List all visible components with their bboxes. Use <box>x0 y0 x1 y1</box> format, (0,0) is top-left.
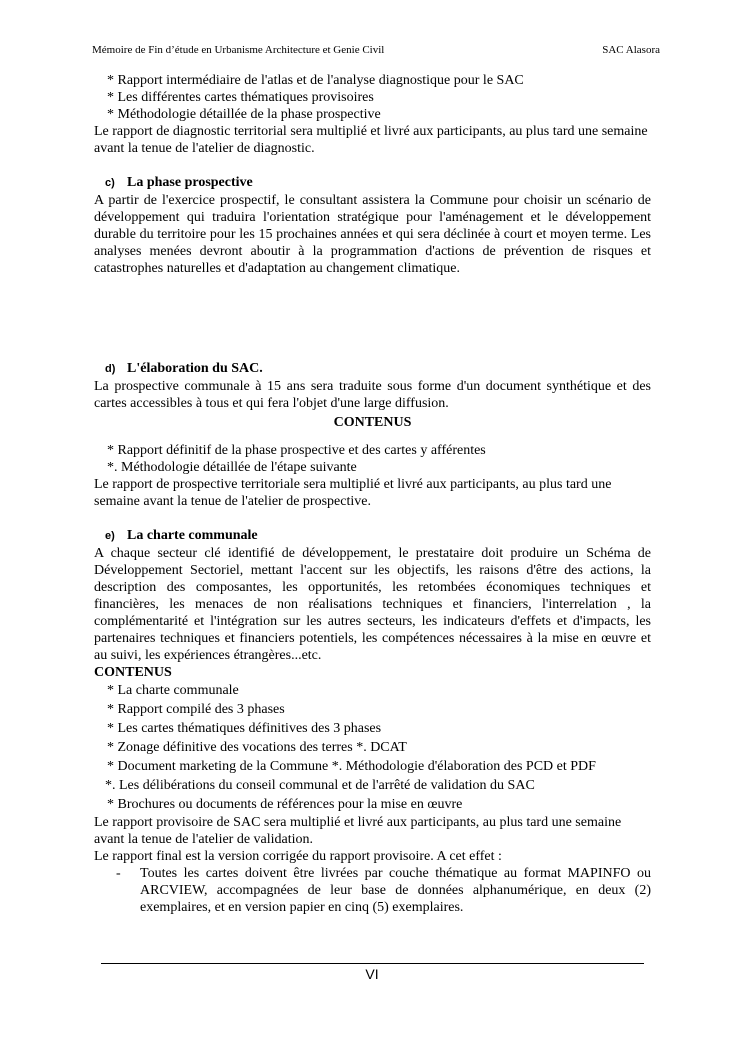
list-item: * Les cartes thématiques définitives des 3 phases <box>107 721 382 736</box>
section-title: La phase prospective <box>127 175 253 190</box>
list-item: * La charte communale <box>107 683 239 698</box>
list-item: * Rapport définitif de la phase prospective et des cartes y afférentes <box>107 443 486 458</box>
list-item: * Brochures ou documents de références pour la mise en œuvre <box>107 797 463 812</box>
contenus-heading: CONTENUS <box>94 665 172 680</box>
document-body <box>94 72 651 916</box>
dash-marker: - <box>116 866 121 881</box>
paragraph: La prospective communale à 15 ans sera traduite sous forme d'un document synthétique et des cartes accessibles à tous et qui fera l'objet d'une large diffusion. <box>94 379 651 411</box>
paragraph: Le rapport de prospective territoriale sera multiplié et livré aux participants, au plus tard une semaine avant la tenue de l'atelier de prospective. <box>94 477 612 509</box>
list-item: * Document marketing de la Commune *. Méthodologie d'élaboration des PCD et PDF <box>107 759 596 774</box>
header-right: SAC Alasora <box>602 44 660 56</box>
section-title: L'élaboration du SAC. <box>127 361 263 376</box>
dash-text: Toutes les cartes doivent être livrées par couche thématique au format MAPINFO ou ARCVIEW, accompagnées de leur base de données alphanumérique, en deux (2) exemplaires, et en version papier en cinq (5) exemplaires. <box>140 866 651 915</box>
section-letter: d) <box>105 363 116 375</box>
paragraph: A chaque secteur clé identifié de développement, le prestataire doit produire un Schéma de Développement Sectoriel, mettant l'accent sur les objectifs, les raisons d'être des actions, la description des composantes, les opportunités, les retombées économiques techniques et financières, les menaces de non réalisations techniques et financiers, l'interrelation , la complémentarité et l'intégration sur les autres secteurs, les indicateurs d'effets et d'impacts, les partenaires techniques et financiers potentiels, les compétences nécessaires à la mise en œuvre et au suivi, les expériences étrangères...etc. <box>94 546 651 663</box>
list-item: * Rapport intermédiaire de l'atlas et de l'analyse diagnostique pour le SAC <box>107 73 524 88</box>
contenus-heading: CONTENUS <box>333 415 412 430</box>
list-item: *. Méthodologie détaillée de l'étape suivante <box>107 460 357 475</box>
footer-rule <box>101 963 644 964</box>
section-title: La charte communale <box>127 528 258 543</box>
section-letter: c) <box>105 177 115 189</box>
list-item: * Zonage définitive des vocations des terres *. DCAT <box>107 740 407 755</box>
list-item: * Méthodologie détaillée de la phase prospective <box>107 107 381 122</box>
header-left: Mémoire de Fin d’étude en Urbanisme Architecture et Genie Civil <box>92 44 385 56</box>
page-number: VI <box>365 966 379 982</box>
list-item: * Rapport compilé des 3 phases <box>107 702 285 717</box>
page-header <box>92 44 660 56</box>
paragraph: Le rapport final est la version corrigée du rapport provisoire. A cet effet : <box>94 849 502 864</box>
list-item: *. Les délibérations du conseil communal et de l'arrêté de validation du SAC <box>105 778 535 793</box>
section-heading-c <box>94 174 651 192</box>
paragraph: Le rapport provisoire de SAC sera multiplié et livré aux participants, au plus tard une semaine avant la tenue de l'atelier de validation. <box>94 815 622 847</box>
paragraph: A partir de l'exercice prospectif, le consultant assistera la Commune pour choisir un scénario de développement qui traduira l'orientation stratégique pour l'aménagement et le développement durable du territoire pour les 15 prochaines années et qui sera déclinée à court et moyen terme. Les analyses menées devront aboutir à la programmation d'actions de prévention de risques et catastrophes naturelles et d'adaptation au changement climatique. <box>94 193 651 276</box>
dash-list-item <box>94 865 651 916</box>
paragraph: Le rapport de diagnostic territorial sera multiplié et livré aux participants, au plus tard une semaine avant la tenue de l'atelier de diagnostic. <box>94 124 648 156</box>
section-heading-e <box>94 527 651 545</box>
section-heading-d <box>94 360 651 378</box>
section-letter: e) <box>105 530 115 542</box>
list-item: * Les différentes cartes thématiques provisoires <box>107 90 374 105</box>
